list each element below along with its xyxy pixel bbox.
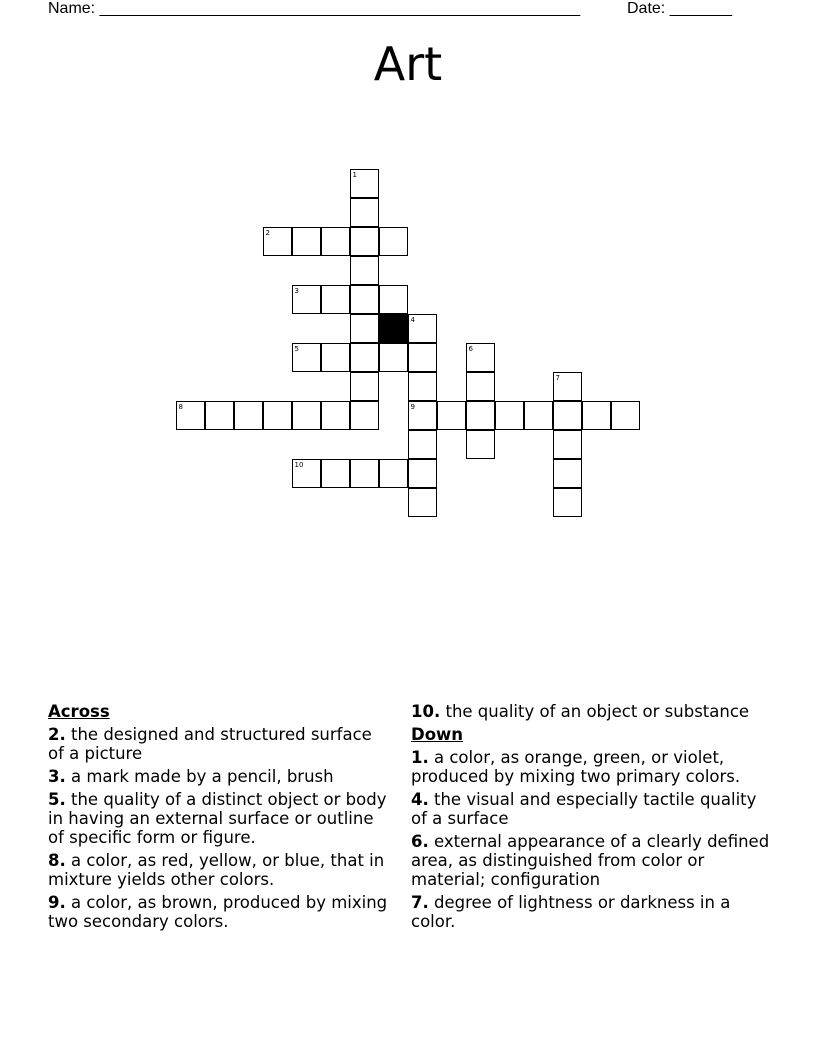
name-label: Name: <box>48 0 96 17</box>
clue-number: 1. <box>411 748 429 767</box>
crossword-cell[interactable] <box>321 401 350 430</box>
crossword-cell[interactable] <box>350 314 379 343</box>
clue-across-8 <box>48 851 388 889</box>
clue-down-4 <box>411 790 771 828</box>
crossword-block-cell <box>379 314 408 343</box>
crossword-cell[interactable] <box>350 169 379 198</box>
clue-number: 8. <box>48 851 66 870</box>
crossword-cell[interactable] <box>408 488 437 517</box>
crossword-cell[interactable] <box>350 227 379 256</box>
clue-text: the visual and especially tactile quality of a surface <box>411 790 757 828</box>
crossword-cell[interactable] <box>495 401 524 430</box>
crossword-cell[interactable] <box>350 285 379 314</box>
clue-across-3 <box>48 767 388 786</box>
crossword-cell[interactable] <box>379 343 408 372</box>
crossword-cell[interactable] <box>292 227 321 256</box>
clue-across-5 <box>48 790 388 847</box>
crossword-cell[interactable] <box>176 401 205 430</box>
crossword-cell[interactable] <box>292 285 321 314</box>
clue-number: 7. <box>411 893 429 912</box>
crossword-cell[interactable] <box>553 430 582 459</box>
clue-number: 10. <box>411 702 441 721</box>
clue-text: a mark made by a pencil, brush <box>71 767 334 786</box>
cell-clue-number: 4 <box>410 315 415 324</box>
clue-number: 2. <box>48 725 66 744</box>
clues-right-column <box>411 702 771 935</box>
crossword-cell[interactable] <box>321 343 350 372</box>
crossword-cell[interactable] <box>263 227 292 256</box>
clue-text: a color, as orange, green, or violet, produced by mixing two primary colors. <box>411 748 741 786</box>
crossword-cell[interactable] <box>408 401 437 430</box>
clue-number: 9. <box>48 893 66 912</box>
clue-number: 5. <box>48 790 66 809</box>
cell-clue-number: 5 <box>294 344 299 353</box>
clue-number: 6. <box>411 832 429 851</box>
crossword-cell[interactable] <box>466 343 495 372</box>
crossword-cell[interactable] <box>321 285 350 314</box>
clue-down-6 <box>411 832 771 889</box>
crossword-cell[interactable] <box>350 372 379 401</box>
crossword-cell[interactable] <box>321 459 350 488</box>
clue-text: the quality of a distinct object or body in having an external surface or outline of specific form or figure. <box>48 790 387 847</box>
cell-clue-number: 3 <box>294 286 299 295</box>
cell-clue-number: 2 <box>265 228 270 237</box>
crossword-cell[interactable] <box>292 343 321 372</box>
name-blank-line[interactable]: ______________________________________________________ <box>99 0 581 17</box>
crossword-cell[interactable] <box>205 401 234 430</box>
page-title: Art <box>373 37 443 91</box>
crossword-cell[interactable] <box>350 459 379 488</box>
clue-text: the quality of an object or substance <box>445 702 750 721</box>
clue-across-2 <box>48 725 388 763</box>
crossword-cell[interactable] <box>379 227 408 256</box>
crossword-cell[interactable] <box>437 401 466 430</box>
crossword-cell[interactable] <box>553 459 582 488</box>
clue-across-10 <box>411 702 771 721</box>
crossword-cell[interactable] <box>553 488 582 517</box>
crossword-cell[interactable] <box>263 401 292 430</box>
cell-clue-number: 10 <box>294 460 304 469</box>
crossword-cell[interactable] <box>582 401 611 430</box>
crossword-cell[interactable] <box>292 401 321 430</box>
crossword-cell[interactable] <box>350 256 379 285</box>
crossword-cell[interactable] <box>553 372 582 401</box>
clue-down-1 <box>411 748 771 786</box>
crossword-cell[interactable] <box>350 198 379 227</box>
crossword-cell[interactable] <box>321 227 350 256</box>
across-heading: Across <box>48 702 110 721</box>
cell-clue-number: 9 <box>410 402 415 411</box>
crossword-cell[interactable] <box>350 401 379 430</box>
crossword-cell[interactable] <box>524 401 553 430</box>
crossword-cell[interactable] <box>379 459 408 488</box>
down-heading: Down <box>411 725 464 744</box>
cell-clue-number: 6 <box>468 344 473 353</box>
crossword-cell[interactable] <box>234 401 263 430</box>
crossword-cell[interactable] <box>408 459 437 488</box>
clue-text: external appearance of a clearly defined area, as distinguished from color or material; configuration <box>411 832 770 889</box>
date-label: Date: <box>627 0 666 17</box>
clue-across-9 <box>48 893 388 931</box>
crossword-cell[interactable] <box>466 372 495 401</box>
crossword-cell[interactable] <box>408 343 437 372</box>
cell-clue-number: 7 <box>555 373 560 382</box>
clue-text: a color, as brown, produced by mixing two secondary colors. <box>48 893 388 931</box>
clue-number: 3. <box>48 767 66 786</box>
crossword-cell[interactable] <box>408 314 437 343</box>
crossword-cell[interactable] <box>466 430 495 459</box>
clue-text: the designed and structured surface of a picture <box>48 725 372 763</box>
clue-text: a color, as red, yellow, or blue, that in mixture yields other colors. <box>48 851 385 889</box>
crossword-cell[interactable] <box>350 343 379 372</box>
cell-clue-number: 1 <box>352 170 357 179</box>
clue-text: degree of lightness or darkness in a color. <box>411 893 731 931</box>
crossword-cell[interactable] <box>408 430 437 459</box>
clues-left-column <box>48 702 388 935</box>
cell-clue-number: 8 <box>178 402 183 411</box>
crossword-cell[interactable] <box>408 372 437 401</box>
crossword-cell[interactable] <box>379 285 408 314</box>
clue-number: 4. <box>411 790 429 809</box>
date-blank-line[interactable]: _______ <box>669 0 732 17</box>
crossword-cell[interactable] <box>292 459 321 488</box>
clue-down-7 <box>411 893 771 931</box>
crossword-cell[interactable] <box>611 401 640 430</box>
crossword-cell[interactable] <box>466 401 495 430</box>
crossword-cell[interactable] <box>553 401 582 430</box>
